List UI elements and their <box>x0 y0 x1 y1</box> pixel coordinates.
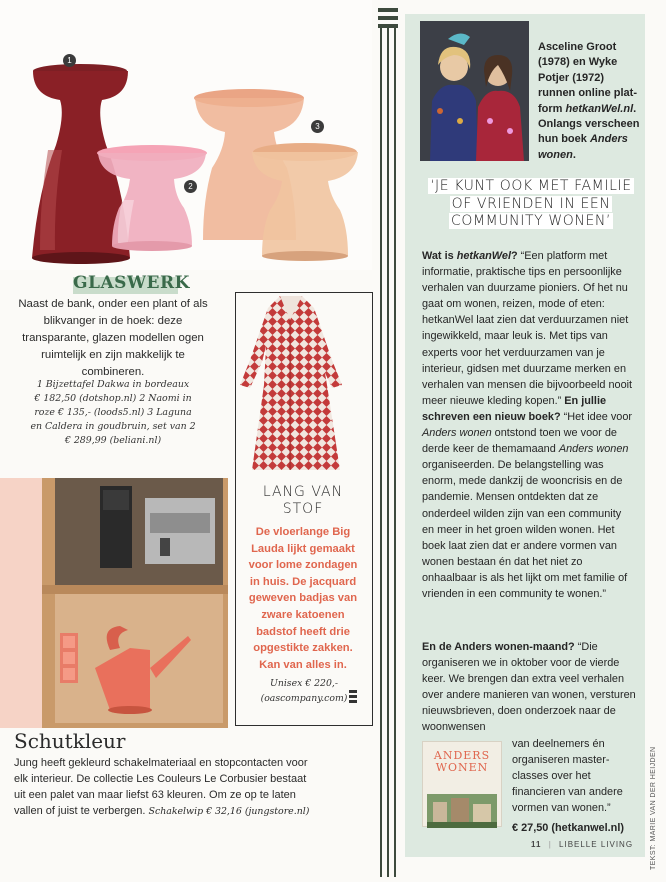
answer-2: organiseerden. De belangstelling was enorm, mede dankzij de wooncrisis en de pandemie. Mensen ontdekten dat ze onderdeel wilden zijn van een community en meer in het groen wilden wonen. Het boek laat zien dat er andere vormen van wonen bestaan én dat het niet zo onhaalbaar is als het lijkt om met familie of vrienden in een community te wonen.” <box>422 459 628 600</box>
interview-closing-text: van deelnemers én organiseren masterclasses over het financieren van andere vormen van wonen.” <box>512 738 623 815</box>
page-number: 11 <box>531 840 542 849</box>
question-2: En jullie schreven een nieuw boek? <box>422 394 607 423</box>
book-cover <box>422 741 502 827</box>
caption-line: (oascompany.com) <box>260 693 348 704</box>
schutkleur-caption: Schakelwip € 32,16 (jungstore.nl) <box>148 806 310 817</box>
pull-quote-text: ‘JE KUNT OOK MET FAMILIE OF VRIENDEN IN EEN COMMUNITY WONEN’ <box>430 178 632 229</box>
intro-part: . <box>572 148 576 161</box>
lang-van-stof-body: De vloerlange Big Lauda lijkt gemaakt voor lome zondagen in huis. De jacquard geweven badjas van zware katoenen badstof heeft drie opgestikte zakken. Kan van alles in. <box>248 526 358 671</box>
book-title-line: WONEN <box>435 761 489 774</box>
number-badge-3: 3 <box>311 120 324 133</box>
number-badge-1: 1 <box>63 54 76 67</box>
section-marker-icon <box>349 690 357 704</box>
intro-part: . Onlangs verscheen hun boek <box>538 102 640 146</box>
schutkleur-text: Jung heeft gekleurd schakelmateriaal en stopcontacten voor elk interieur. De collectie Les Couleurs Le Corbusier bestaat uit een palet van maar liefst 63 kleuren. Om ze op te laten vallen of juist te verbergen. <box>14 757 308 817</box>
answer-3: “Die organiseren we in oktober voor de vierde keer. We brengen dan extra veel verhalen over andere manieren van wonen, versturen nieuwsbrieven, doen onderzoek naar de woonwensen <box>422 641 636 734</box>
caption-line: Unisex € 220,- <box>270 678 338 689</box>
schutkleur-title: Schutkleur <box>14 729 126 753</box>
intro-book: Anders wonen <box>538 133 628 161</box>
caption-line: € 182,50 (dotshop.nl) 2 Naomi in <box>34 393 192 404</box>
glaswerk-body: Naast de bank, onder een plant of als blikvanger in de hoek: deze transparante, glazen modellen ogen ruimtelijk en zijn makkelijk te combineren. <box>18 298 208 378</box>
schutkleur-body <box>14 755 314 820</box>
switch-cabinet-photo <box>0 478 228 728</box>
bathrobe-photo <box>232 290 352 475</box>
book-title-line: ANDERS <box>433 749 491 762</box>
caption-line: roze € 135,- (loods5.nl) 3 Laguna <box>34 407 192 418</box>
intro-part: Asceline Groot (1978) en Wyke Potjer (1972) runnen online platform <box>538 41 638 115</box>
page-footer: 11 | LIBELLE LIVING <box>531 840 634 849</box>
interview-question-3 <box>422 639 636 736</box>
glaswerk-title: GLASWERK <box>73 273 190 293</box>
magazine-name: LIBELLE LIVING <box>559 840 634 849</box>
caption-line: 1 Bijzettafel Dakwa in bordeaux <box>36 379 190 390</box>
interview-body <box>422 248 636 602</box>
pull-quote <box>420 178 642 231</box>
caption-line: en Caldera in goudbruin, set van 2 <box>30 421 196 432</box>
answer-2-title: Anders wonen <box>558 443 629 456</box>
intro-text <box>538 40 642 163</box>
glass-tables-photo <box>0 0 372 270</box>
question-3: En de Anders wonen-maand? <box>422 641 575 653</box>
title-line: STOF <box>282 501 324 517</box>
intro-site: hetkanWel.nl <box>565 102 634 115</box>
title-line: LANG VAN <box>262 484 344 500</box>
lang-van-stof-title <box>248 484 358 518</box>
authors-portrait <box>420 21 529 161</box>
question-1-mark: ? <box>510 250 518 262</box>
book-price: € 27,50 (hetkanwel.nl) <box>512 822 624 834</box>
answer-2: “Het idee voor <box>560 410 633 423</box>
caption-line: € 289,99 (beliani.nl) <box>64 435 162 446</box>
question-1: Wat is <box>422 250 457 262</box>
answer-2: ontstond toen we voor de derde keer de themamaand <box>422 427 617 456</box>
number-badge-2: 2 <box>184 180 197 193</box>
answer-1: “Een platform met informatie, praktische tips en persoonlijke verhalen van duurzame pioniers. Of het nu gaat om wonen, reizen, mode of eten: hetkanWel laat zien dat verduurzamen niet ingewikkeld, maar leuk is. Met tips van experts voor het verduurzamen van je interieur, gidsen met duurzame merken en verhalen van mensen die bijvoorbeeld nooit meer nieuwe kleding kopen.” <box>422 250 633 407</box>
glaswerk-caption <box>14 378 212 448</box>
lang-van-stof-caption <box>244 676 364 706</box>
question-1-brand: hetkanWel <box>456 250 511 262</box>
credit-text: TEKST: MARIE VAN DER HEIJDEN <box>650 746 657 870</box>
answer-2-title: Anders wonen <box>422 427 492 440</box>
column-divider <box>376 8 400 877</box>
book-cover-title <box>423 750 501 774</box>
text-credit <box>644 740 656 870</box>
